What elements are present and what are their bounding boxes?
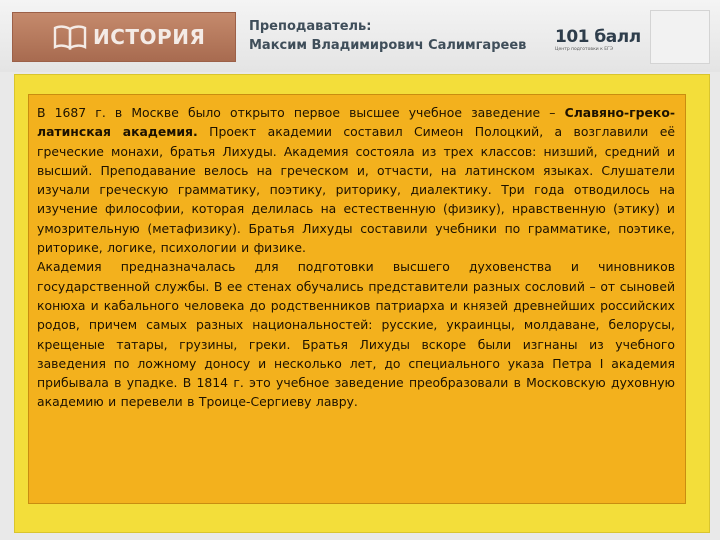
academy-name: Славяно-греко-латинская академия. (37, 105, 675, 140)
paragraph-1 (37, 103, 675, 257)
open-book-icon (53, 24, 87, 50)
teacher-name: Максим Владимирович Салимгареев (249, 38, 527, 53)
teacher-info (249, 17, 526, 55)
content-panel (28, 94, 686, 504)
paragraph-2: Академия предназначалась для подготовки высшего духовенства и чиновников государственной службы. В ее стенах обучались представители разных сословий – от сыновей конюха и кабального человека до родственников патриарха и князей древнейших российских родов, причем самых разных национальностей: русские, украинцы, молдаване, белорусы, крещеные татары, грузины, греки. Братья Лихуды вскоре были изгнаны из учебного заведения по ложному доносу и несколько лет, до специального указа Петра I академия прибывала в упадке. В 1814 г. это учебное заведение преобразовали в Московскую духовную академию и перевели в Троице-Сергиеву лавру. (37, 259, 675, 410)
subject-logo (12, 12, 236, 62)
paragraph-1-intro: В 1687 г. в Москве было открыто первое высшее учебное заведение – (37, 105, 565, 120)
header (0, 0, 720, 72)
teacher-label: Преподаватель: (249, 19, 372, 34)
brand-subtitle: Центр подготовки к ЕГЭ (555, 47, 614, 52)
brand-logo (555, 28, 641, 52)
brand-name: 101 балл (555, 27, 641, 47)
header-side-tab (650, 10, 710, 64)
subject-title: ИСТОРИЯ (93, 25, 206, 49)
paragraph-1-rest: Проект академии составил Симеон Полоцкий, а возглавили её греческие монахи, братья Лихуды. Академия состояла из трех классов: низший, средний и высший. Преподавание велось на греческом и, отчасти, на латинском языках. Слушатели изучали греческую грамматику, поэтику, риторику, диалектику. Три года отводилось на изучение философии, которая делилась на естественную (физику), нравственную (этику) и умозрительную (метафизику). Братья Лихуды составили учебники по грамматике, поэтике, риторике, логике, психологии и физике. (37, 124, 675, 256)
